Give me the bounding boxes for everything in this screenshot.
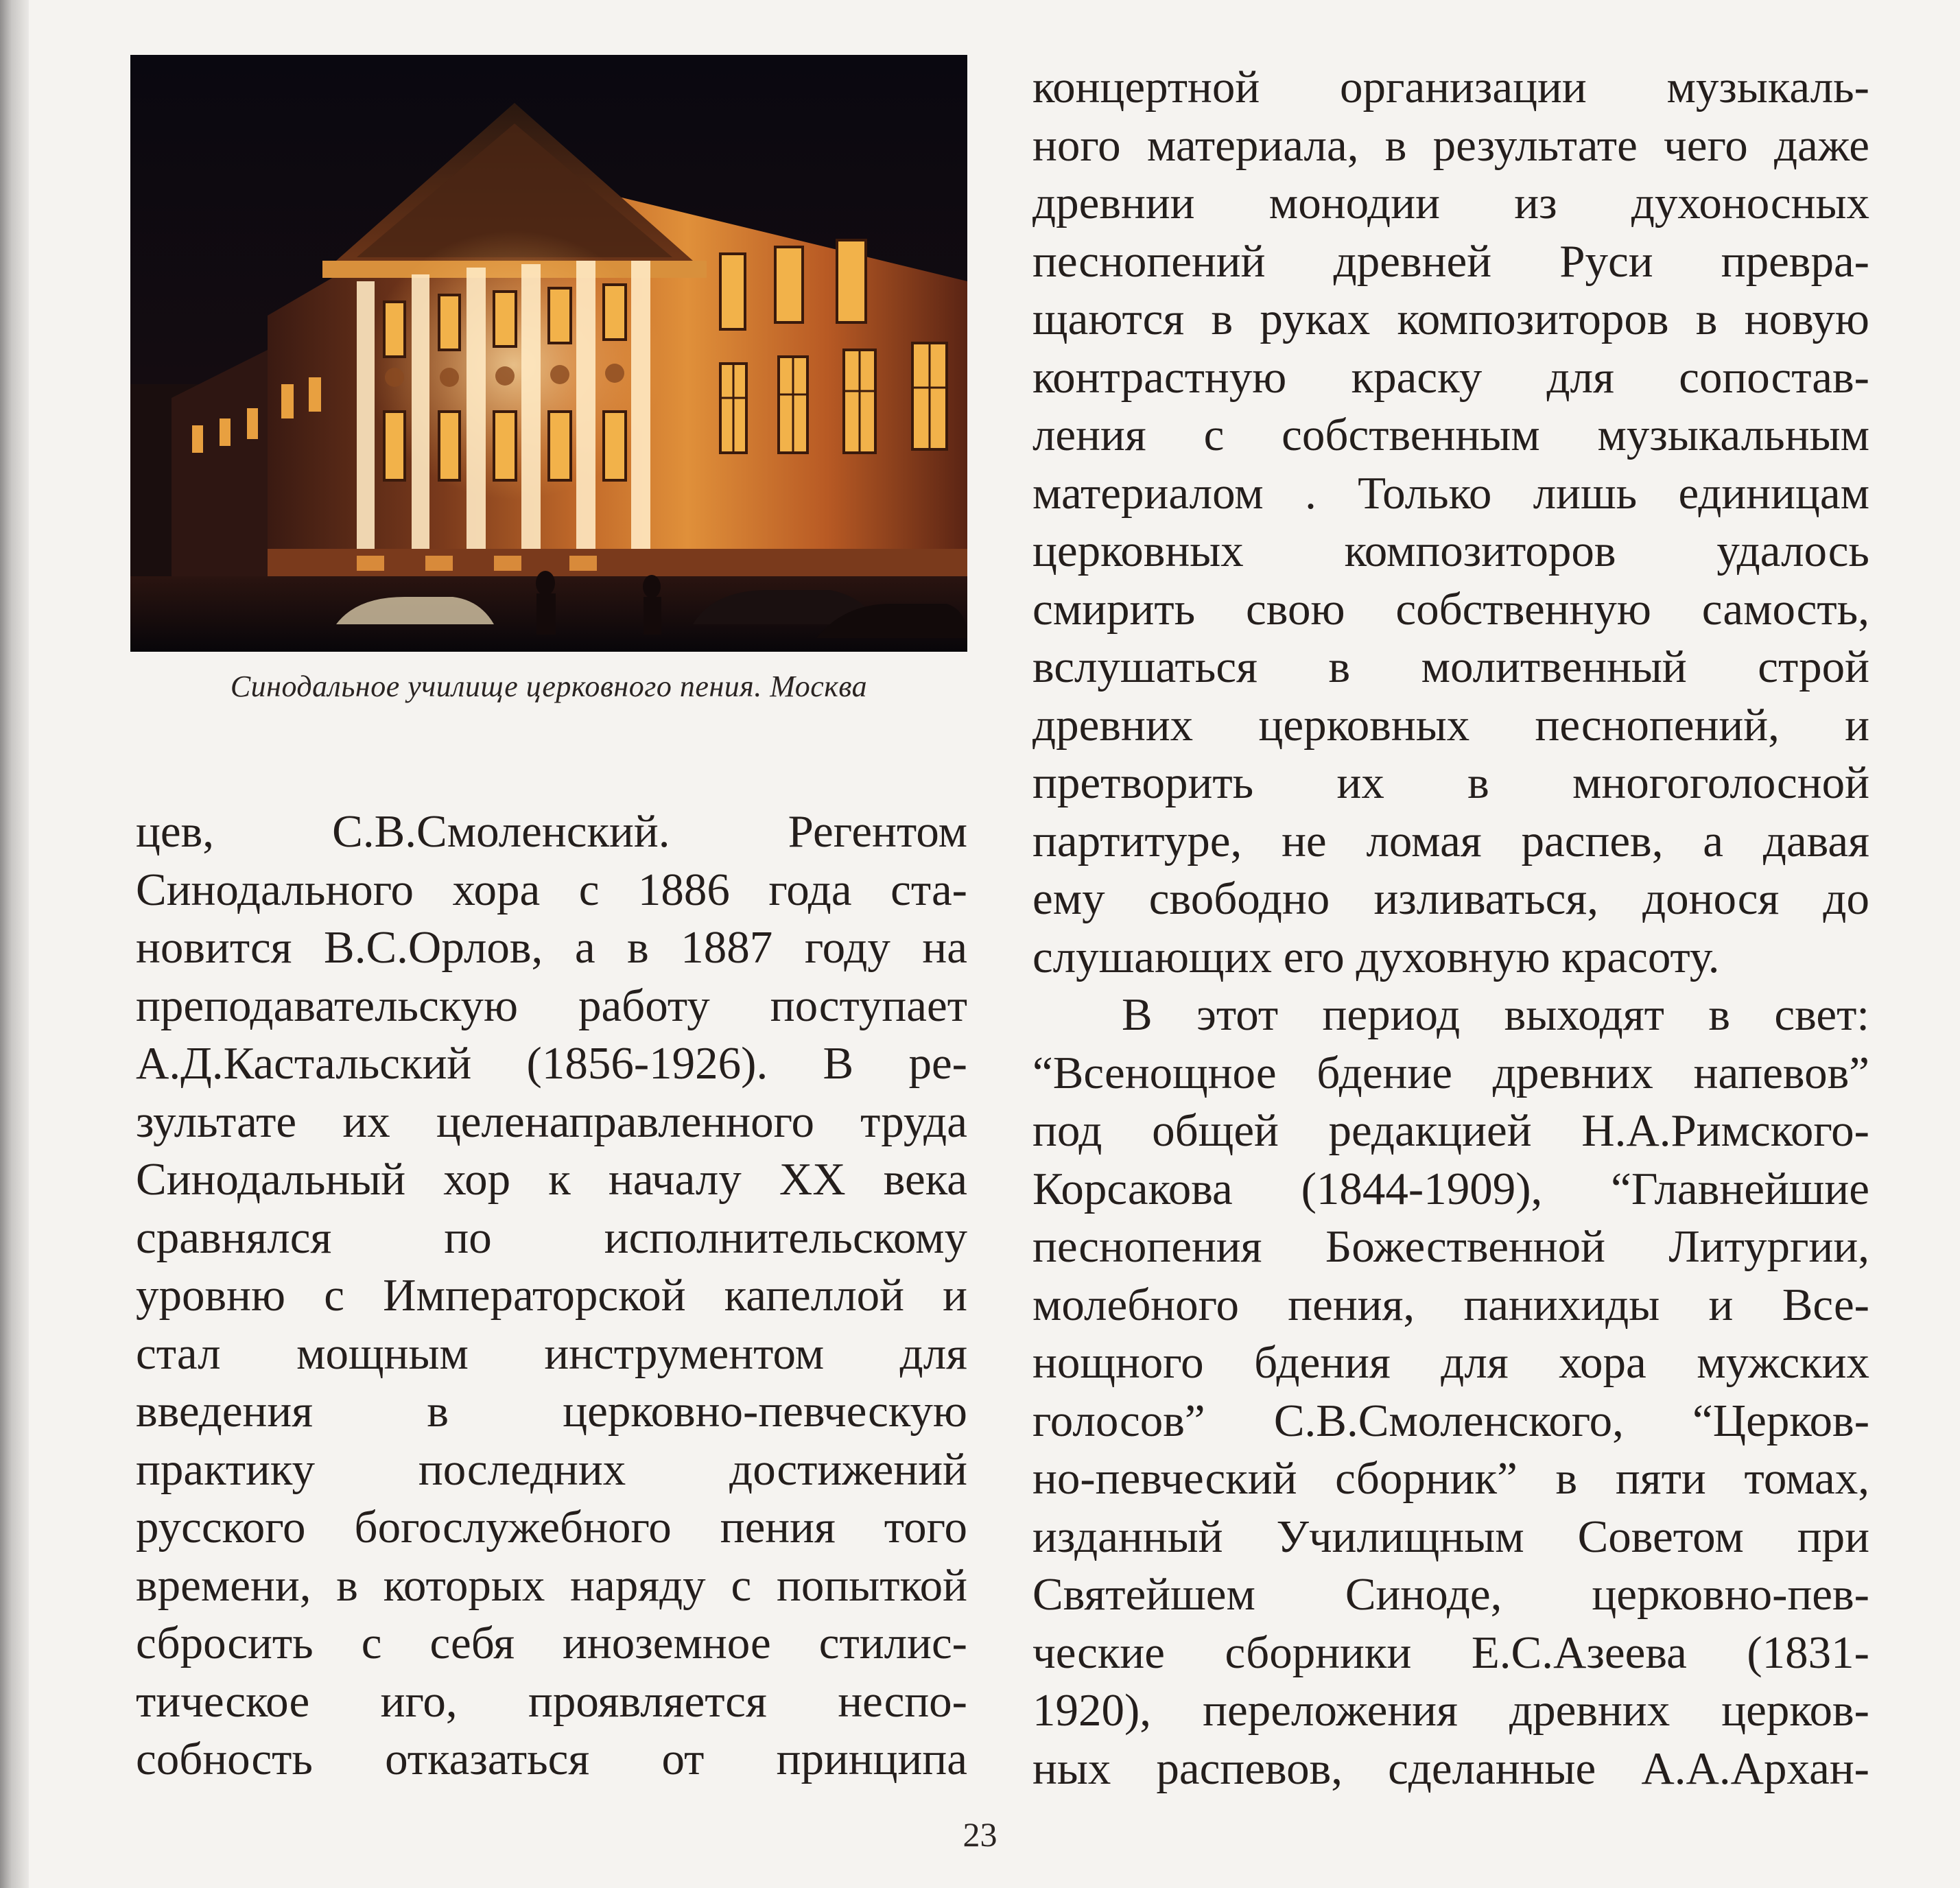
text-line: новится В.С.Орлов, а в 1887 году на (136, 922, 967, 973)
text-line: зультате их целенаправленного труда (136, 1096, 967, 1147)
text-line: сравнялся по исполнительскому (136, 1212, 967, 1263)
photo-caption: Синодальное училище церковного пения. Москва (230, 670, 868, 703)
text-line: древних церковных песнопений, и (1032, 699, 1869, 751)
text-line: претворить их в многоголосной (1032, 757, 1869, 808)
text-column-left (136, 803, 967, 1789)
text-line: ему свободно изливаться, донося до (1032, 873, 1869, 924)
book-spine-shadow (0, 0, 29, 1888)
text-line: Синодального хора с 1886 года ста- (136, 864, 967, 915)
text-line: щаются в руках композиторов в новую (1032, 294, 1869, 344)
text-line: преподавательскую работу поступает (136, 980, 967, 1031)
text-line: песнопений древней Руси превра- (1032, 235, 1869, 287)
text-line: цев, С.В.Смоленский. Регентом (136, 806, 967, 857)
text-line: практику последних достижений (136, 1443, 967, 1495)
text-line: тическое иго, проявляется неспо- (136, 1675, 967, 1727)
text-line: ления с собственным музыкальным (1032, 410, 1869, 460)
text-line: концертной организации музыкаль- (1032, 62, 1869, 113)
text-column-right (1032, 58, 1869, 1797)
text-line: русского богослужебного пения того (136, 1502, 967, 1553)
text-line: собность отказаться от принципа (136, 1734, 967, 1784)
text-line: молебного пения, панихиды и Все- (1032, 1279, 1869, 1330)
text-line: времени, в которых наряду с попыткой (136, 1559, 967, 1611)
text-line: уровню с Императорской капеллой и (136, 1270, 967, 1321)
text-line: Святейшем Синоде, церковно-пев- (1032, 1569, 1869, 1620)
text-line: “Всенощное бдение древних напевов” (1032, 1047, 1869, 1098)
text-line: Синодальный хор к началу XX века (136, 1154, 967, 1205)
text-line: но-певческий сборник” в пяти томах, (1032, 1453, 1869, 1504)
paragraph-first-line: В этот период выходят в свет: (1122, 989, 1869, 1040)
text-line: ного материала, в результате чего даже (1032, 119, 1869, 171)
text-line: вслушаться в молитвенный строй (1032, 641, 1869, 692)
text-line: контрастную краску для сопостав- (1032, 351, 1869, 403)
text-line: слушающих его духовную красоту. (1032, 931, 1720, 982)
text-line: партитуре, не ломая распев, а давая (1032, 815, 1869, 866)
text-line: смирить свою собственную самость, (1032, 583, 1869, 635)
text-line: введения в церковно-певческую (136, 1386, 967, 1437)
text-line: ных распевов, сделанные А.А.Архан- (1032, 1743, 1869, 1794)
page-number: 23 (963, 1815, 997, 1854)
text-line: А.Д.Кастальский (1856-1926). В ре- (136, 1038, 967, 1089)
text-line: под общей редакцией Н.А.Римского- (1032, 1105, 1869, 1156)
photo-synodal-school (130, 55, 967, 652)
text-line: 1920), переложения древних церков- (1032, 1685, 1869, 1736)
text-line: Корсакова (1844-1909), “Главнейшие (1032, 1163, 1869, 1214)
text-line: сбросить с себя иноземное стилис- (136, 1618, 967, 1668)
text-line: материалом . Только лишь единицам (1032, 467, 1869, 519)
text-line: изданный Училищным Советом при (1032, 1511, 1869, 1562)
text-line: ческие сборники Е.С.Азеева (1831- (1032, 1627, 1869, 1678)
text-line: нощного бдения для хора мужских (1032, 1337, 1869, 1388)
text-line: песнопения Божественной Литургии, (1032, 1221, 1869, 1272)
text-line: голосов” С.В.Смоленского, “Церков- (1032, 1395, 1869, 1446)
text-line: церковных композиторов удалось (1032, 526, 1869, 576)
text-line: древнии монодии из духоносных (1032, 178, 1869, 228)
text-line: стал мощным инструментом для (136, 1328, 967, 1379)
